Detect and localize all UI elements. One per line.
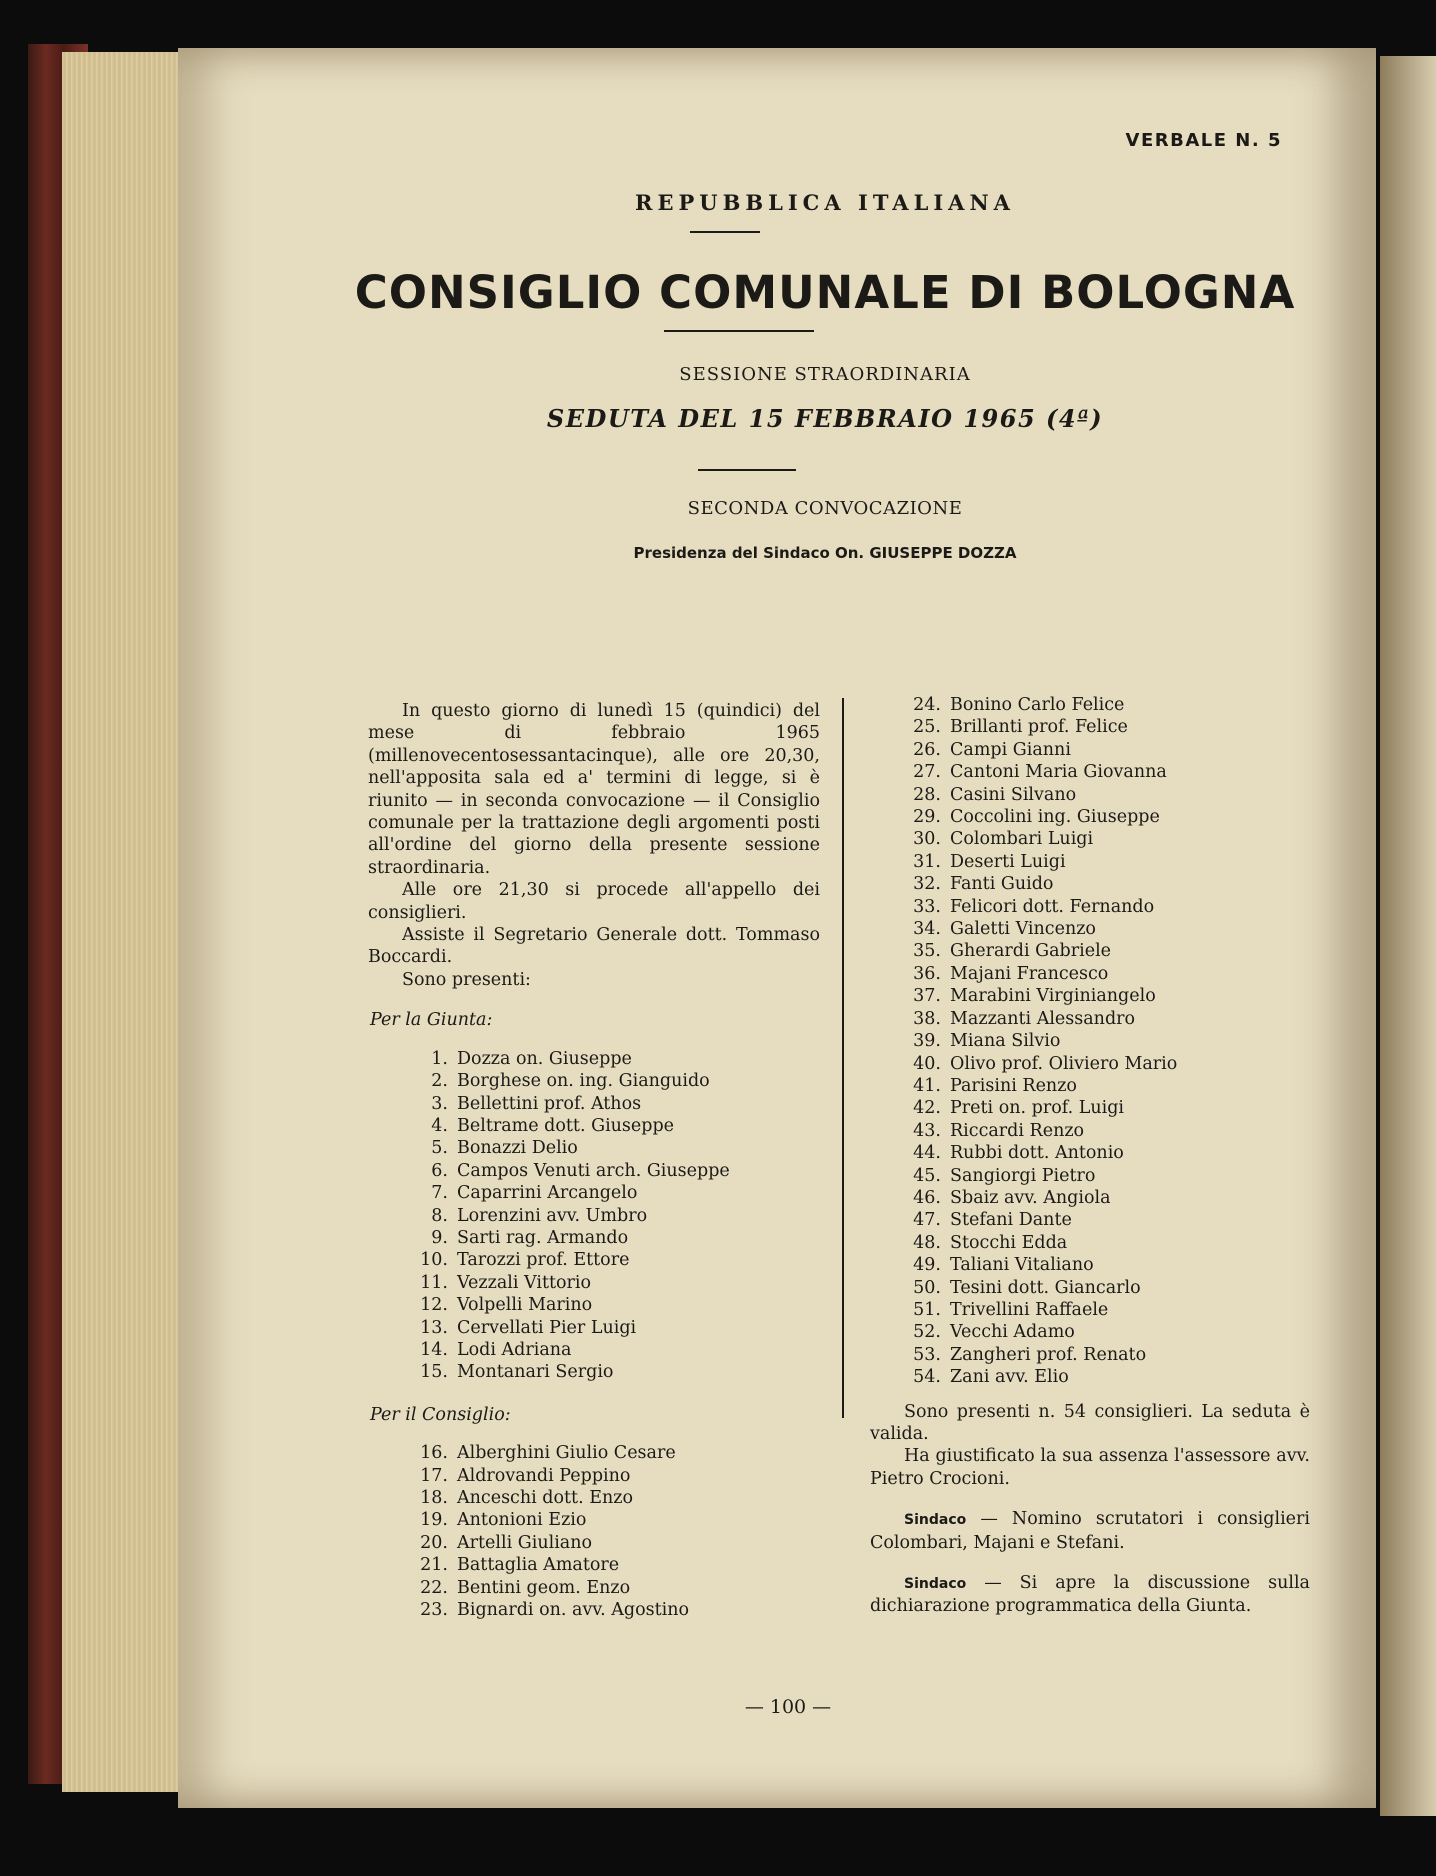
member-name: Vezzali Vittorio [457, 1272, 592, 1293]
member-row [368, 1317, 820, 1339]
member-row [368, 1294, 820, 1316]
member-name: Casini Silvano [950, 784, 1077, 805]
member-number: 15. [420, 1362, 448, 1383]
member-name: Rubbi dott. Antonio [950, 1143, 1124, 1164]
member-number: 35. [913, 941, 941, 962]
intro-paragraph: In questo giorno di lunedì 15 (quindici) del mese di febbraio 1965 (millenovecentosessantacinque), alle ore 20,30, nell'apposita sala ed a' termini di legge, si è riunito — in seconda convocazione — il Consiglio comunale per la trattazione degli argomenti posti all'ordine del giorno della presente sessione straordinaria. [368, 701, 820, 878]
member-number: 13. [420, 1317, 448, 1338]
intro-paragraph: Sono presenti: [402, 969, 531, 990]
member-number: 50. [913, 1277, 941, 1298]
member-row [368, 1137, 820, 1159]
member-number: 25. [913, 717, 941, 738]
member-row [368, 1509, 820, 1531]
member-name: Battaglia Amatore [457, 1555, 620, 1576]
member-row [368, 1115, 820, 1137]
member-number: 41. [913, 1075, 941, 1096]
member-name: Parisini Renzo [950, 1075, 1077, 1096]
member-row [870, 1344, 1310, 1366]
member-row [368, 1361, 820, 1383]
attendance-statement: Sono presenti n. 54 consiglieri. La seduta è valida. [870, 1401, 1310, 1444]
member-name: Aldrovandi Peppino [457, 1465, 631, 1486]
page-number: — 100 — [744, 1696, 832, 1718]
member-name: Coccolini ing. Giuseppe [950, 807, 1160, 828]
verbale-number: VERBALE N. 5 [1125, 130, 1282, 151]
member-row [870, 1008, 1310, 1030]
speaker-label: Sindaco [904, 1576, 967, 1593]
member-row [368, 1599, 820, 1621]
member-row [368, 1070, 820, 1092]
member-number: 20. [420, 1532, 448, 1553]
member-number: 10. [420, 1250, 448, 1271]
member-row [870, 1277, 1310, 1299]
page-title: CONSIGLIO COMUNALE DI BOLOGNA [354, 266, 1296, 319]
member-name: Dozza on. Giuseppe [457, 1048, 632, 1069]
member-name: Artelli Giuliano [457, 1532, 593, 1553]
member-row [870, 1321, 1310, 1343]
member-row [870, 1209, 1310, 1231]
member-number: 46. [913, 1187, 941, 1208]
absence-statement: Ha giustificato la sua assenza l'assessore avv. Pietro Crocioni. [870, 1446, 1310, 1489]
member-name: Olivo prof. Oliviero Mario [950, 1053, 1178, 1074]
member-row [870, 694, 1310, 716]
member-row [870, 1254, 1310, 1276]
page-edges [62, 52, 182, 1792]
member-name: Beltrame dott. Giuseppe [457, 1115, 675, 1136]
member-row [368, 1093, 820, 1115]
member-number: 7. [431, 1183, 448, 1204]
member-row [870, 806, 1310, 828]
member-row [870, 896, 1310, 918]
member-name: Mazzanti Alessandro [950, 1008, 1136, 1029]
member-name: Taliani Vitaliano [950, 1255, 1094, 1276]
member-row [870, 1075, 1310, 1097]
member-number: 28. [913, 784, 941, 805]
member-number: 26. [913, 739, 941, 760]
intro-paragraph: Assiste il Segretario Generale dott. Tommaso Boccardi. [368, 925, 820, 968]
member-name: Zani avv. Elio [950, 1367, 1069, 1388]
member-number: 27. [913, 762, 941, 783]
member-row [870, 1142, 1310, 1164]
member-name: Cervellati Pier Luigi [457, 1317, 637, 1338]
member-number: 45. [913, 1165, 941, 1186]
member-row [368, 1465, 820, 1487]
member-name: Sangiorgi Pietro [950, 1165, 1096, 1186]
member-name: Majani Francesco [950, 963, 1109, 984]
giunta-list [368, 1048, 820, 1384]
facing-page [1380, 56, 1436, 1816]
statement-text: — Nomino scrutatori i consiglieri Colombari, Majani e Stefani. [870, 1509, 1310, 1553]
sindaco-statement [870, 1508, 1310, 1554]
member-name: Volpelli Marino [457, 1295, 593, 1316]
member-number: 4. [431, 1115, 448, 1136]
member-number: 51. [913, 1299, 941, 1320]
member-number: 5. [431, 1138, 448, 1159]
speaker-label: Sindaco [904, 1512, 967, 1529]
member-row [368, 1442, 820, 1464]
member-number: 2. [431, 1071, 448, 1092]
member-row [368, 1532, 820, 1554]
member-row [870, 1030, 1310, 1052]
member-row [870, 1187, 1310, 1209]
right-column [870, 694, 1310, 1618]
member-name: Lorenzini avv. Umbro [457, 1205, 648, 1226]
member-number: 12. [420, 1295, 448, 1316]
member-number: 53. [913, 1344, 941, 1365]
member-number: 44. [913, 1143, 941, 1164]
seduta-heading: SEDUTA DEL 15 FEBBRAIO 1965 (4ª) [546, 404, 1104, 433]
member-name: Bonino Carlo Felice [950, 695, 1125, 715]
member-name: Colombari Luigi [950, 829, 1094, 850]
member-name: Borghese on. ing. Gianguido [457, 1071, 710, 1092]
member-name: Marabini Virginiangelo [950, 986, 1156, 1007]
member-name: Preti on. prof. Luigi [950, 1098, 1124, 1119]
member-number: 14. [420, 1339, 448, 1360]
consiglio-heading: Per il Consiglio: [370, 1404, 511, 1425]
member-name: Lodi Adriana [457, 1339, 572, 1360]
member-number: 32. [913, 874, 941, 895]
consiglio-list-continued [870, 694, 1310, 1389]
member-row [368, 1272, 820, 1294]
member-row [870, 851, 1310, 873]
member-number: 8. [431, 1205, 448, 1226]
member-name: Miana Silvio [950, 1031, 1061, 1052]
member-name: Antonioni Ezio [457, 1510, 587, 1531]
member-name: Campos Venuti arch. Giuseppe [457, 1160, 730, 1181]
sindaco-statement [870, 1572, 1310, 1618]
member-number: 49. [913, 1255, 941, 1276]
member-row [368, 1487, 820, 1509]
member-number: 34. [913, 919, 941, 940]
member-number: 3. [431, 1093, 448, 1114]
member-name: Brillanti prof. Felice [950, 717, 1128, 738]
member-row [368, 1577, 820, 1599]
member-row [870, 873, 1310, 895]
member-number: 16. [420, 1443, 448, 1464]
member-name: Campi Gianni [950, 739, 1071, 760]
member-row [870, 784, 1310, 806]
member-name: Deserti Luigi [950, 851, 1066, 872]
member-row [870, 1366, 1310, 1388]
member-number: 6. [431, 1160, 448, 1181]
member-name: Bellettini prof. Athos [457, 1093, 642, 1114]
member-number: 42. [913, 1098, 941, 1119]
member-row [368, 1182, 820, 1204]
member-name: Fanti Guido [950, 874, 1054, 895]
intro-paragraph: Alle ore 21,30 si procede all'appello dei consiglieri. [368, 880, 820, 923]
member-row [870, 1165, 1310, 1187]
giunta-heading: Per la Giunta: [370, 1010, 493, 1031]
member-row [368, 1160, 820, 1182]
member-name: Gherardi Gabriele [950, 941, 1112, 962]
member-number: 11. [420, 1272, 448, 1293]
left-column [368, 700, 820, 1621]
member-row [870, 985, 1310, 1007]
member-name: Vecchi Adamo [950, 1322, 1075, 1343]
member-row [870, 716, 1310, 738]
member-number: 40. [913, 1053, 941, 1074]
member-row [870, 1232, 1310, 1254]
member-name: Montanari Sergio [457, 1362, 614, 1383]
member-row [870, 828, 1310, 850]
divider [664, 330, 814, 332]
member-row [870, 1120, 1310, 1142]
member-row [870, 963, 1310, 985]
member-row [870, 1299, 1310, 1321]
member-name: Trivellini Raffaele [950, 1299, 1109, 1320]
member-row [870, 1053, 1310, 1075]
member-number: 48. [913, 1232, 941, 1253]
member-number: 9. [431, 1227, 448, 1248]
member-name: Tesini dott. Giancarlo [950, 1277, 1141, 1298]
member-row [368, 1205, 820, 1227]
member-row [870, 940, 1310, 962]
member-row [368, 1554, 820, 1576]
convocation-heading: SECONDA CONVOCAZIONE [687, 498, 963, 519]
presidency-line: Presidenza del Sindaco On. GIUSEPPE DOZZA [633, 544, 1017, 562]
member-row [368, 1048, 820, 1070]
session-heading: SESSIONE STRAORDINARIA [679, 364, 971, 385]
member-name: Tarozzi prof. Ettore [457, 1250, 630, 1271]
member-name: Bonazzi Delio [457, 1138, 578, 1159]
member-number: 33. [913, 896, 941, 917]
member-number: 23. [420, 1600, 448, 1621]
member-name: Cantoni Maria Giovanna [950, 762, 1167, 783]
consiglio-list [368, 1442, 820, 1621]
column-divider [842, 698, 844, 1418]
divider [698, 469, 796, 471]
member-row [368, 1227, 820, 1249]
member-number: 29. [913, 807, 941, 828]
member-number: 19. [420, 1510, 448, 1531]
member-name: Sarti rag. Armando [457, 1227, 629, 1248]
member-row [870, 1097, 1310, 1119]
member-number: 30. [913, 829, 941, 850]
member-name: Galetti Vincenzo [950, 919, 1096, 940]
member-name: Bentini geom. Enzo [457, 1577, 631, 1598]
member-number: 18. [420, 1488, 448, 1508]
member-number: 39. [913, 1031, 941, 1052]
member-row [870, 761, 1310, 783]
member-number: 22. [420, 1577, 448, 1598]
member-number: 24. [913, 695, 941, 715]
member-number: 21. [420, 1555, 448, 1576]
divider [690, 231, 760, 233]
member-number: 52. [913, 1322, 941, 1343]
member-name: Sbaiz avv. Angiola [950, 1187, 1111, 1208]
member-number: 47. [913, 1210, 941, 1231]
member-name: Anceschi dott. Enzo [457, 1488, 634, 1508]
member-name: Alberghini Giulio Cesare [457, 1443, 676, 1464]
member-name: Bignardi on. avv. Agostino [457, 1600, 690, 1621]
member-row [870, 739, 1310, 761]
member-name: Stocchi Edda [950, 1232, 1068, 1253]
member-number: 31. [913, 851, 941, 872]
member-number: 38. [913, 1008, 941, 1029]
member-row [368, 1339, 820, 1361]
member-number: 17. [420, 1465, 448, 1486]
member-name: Felicori dott. Fernando [950, 896, 1155, 917]
member-row [368, 1249, 820, 1271]
republic-heading: REPUBBLICA ITALIANA [635, 190, 1015, 215]
member-name: Stefani Dante [950, 1210, 1072, 1231]
member-name: Riccardi Renzo [950, 1120, 1085, 1141]
member-name: Zangheri prof. Renato [950, 1344, 1147, 1365]
member-number: 54. [913, 1367, 941, 1388]
member-number: 36. [913, 963, 941, 984]
statement-text: — Si apre la discussione sulla dichiarazione programmatica della Giunta. [870, 1573, 1310, 1617]
member-number: 37. [913, 986, 941, 1007]
member-number: 1. [431, 1048, 448, 1069]
member-number: 43. [913, 1120, 941, 1141]
member-row [870, 918, 1310, 940]
member-name: Caparrini Arcangelo [457, 1183, 638, 1204]
